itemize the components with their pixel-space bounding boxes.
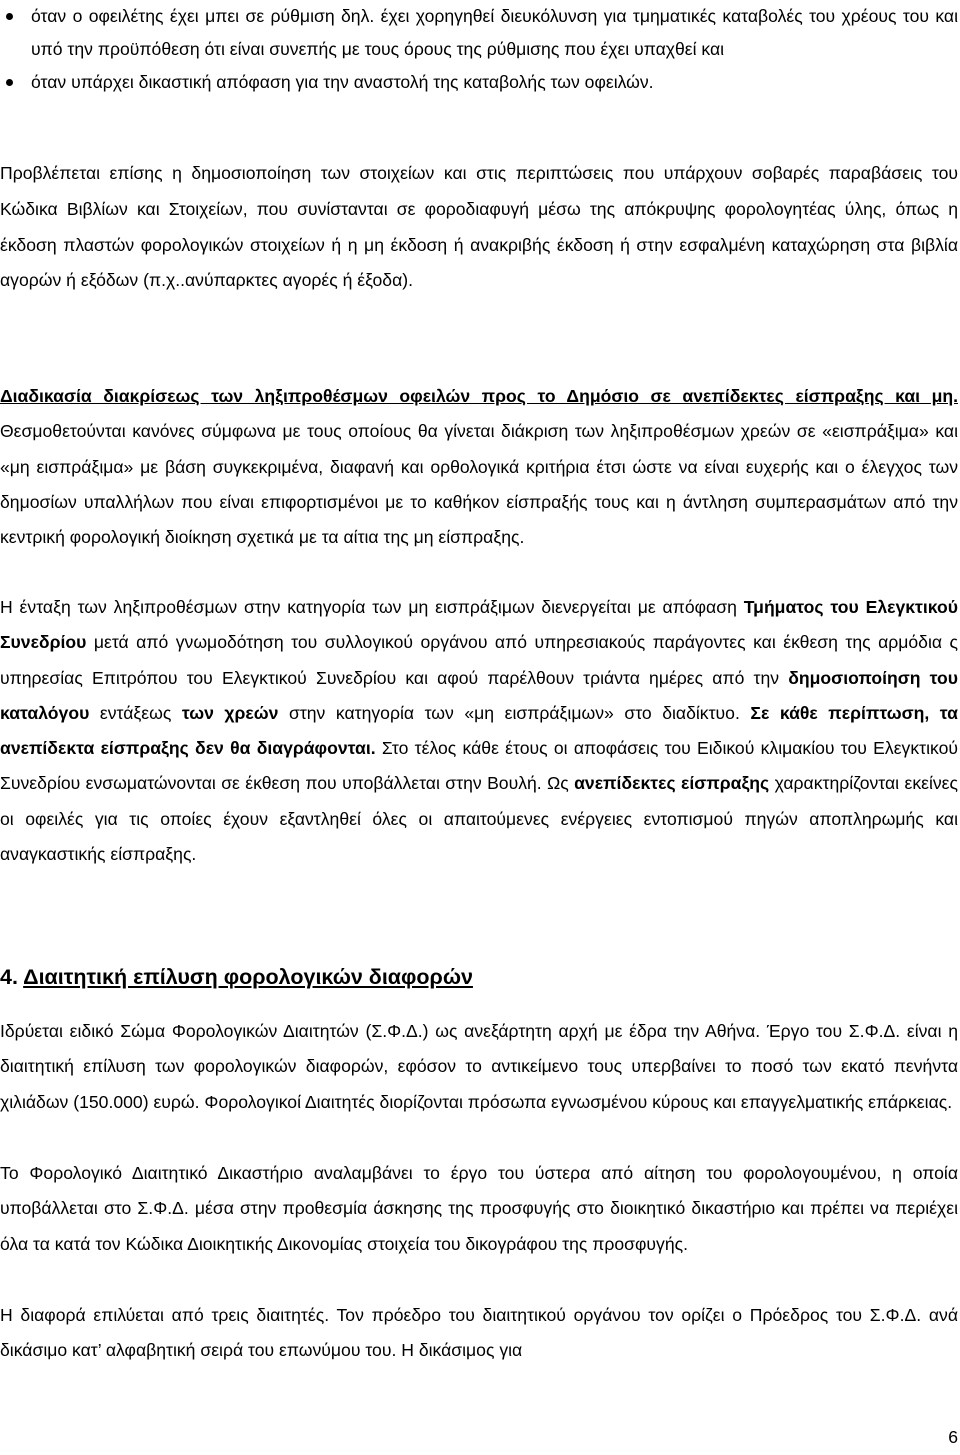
- text-run: στην κατηγορία των «μη εισπράξιμων» στο διαδίκτυο.: [278, 702, 751, 723]
- emphasis-not-deleted: Σε κάθε περίπτωση, τα ανεπίδεκτα είσπραξης δεν θα διαγράφονται.: [0, 702, 958, 759]
- paragraph-audit-court: [0, 590, 958, 872]
- bullet-text: όταν υπάρχει δικαστική απόφαση για την αναστολή της καταβολής των οφειλών.: [31, 72, 654, 92]
- bullet-icon: [6, 79, 13, 86]
- bullet-item: [0, 66, 958, 99]
- text-run: μετά από γνωμοδότηση του συλλογικού οργάνου από υπηρεσιακούς παράγοντες και έκθεση της αρμόδια ς υπηρεσίας Επιτρόπου του Ελεγκτικού Συνεδρίου και αφού παρέλθουν τριάντα ημέρες από την: [0, 632, 958, 688]
- paragraph-body: Θεσμοθετούνται κανόνες σύμφωνα με τους οποίους θα γίνεται διάκριση των ληξιπροθέσμων χρεών σε «εισπράξιμα» και «μη εισπράξιμα» με βάση συγκεκριμένα, διαφανή και ορθολογικά κριτήρια έτσι ώστε να είναι ευχερής και ο έλεγχος των δημοσίων υπαλλήλων που είναι επιφορτισμένοι με το καθήκον είσπραξής τους και η άντληση συμπερασμάτων από την κεντρική φορολογική διοίκηση σχετικά με τα αίτια της μη είσπραξης.: [0, 421, 958, 548]
- paragraph-publication: Προβλέπεται επίσης η δημοσιοποίηση των στοιχείων και στις περιπτώσεις που υπάρχουν σοβαρές παραβάσεις του Κώδικα Βιβλίων και Στοιχείων, που συνίστανται σε φοροδιαφυγή μέσω της απόκρυψης φορολογητέας ύλης, όπως η έκδοση πλαστών φορολογικών στοιχείων ή η μη έκδοση ή ανακριβής έκδοση ή στην εσφαλμένη καταχώρηση στα βιβλία αγορών ή εξόδων (π.χ..ανύπαρκτες αγορές ή έξοδα).: [0, 163, 958, 291]
- bullet-icon: [6, 13, 13, 20]
- emphasis-uncollectible: ανεπίδεκτες είσπραξης: [574, 773, 770, 794]
- emphasis-audit-court-section: Τμήματος του Ελεγκτικού Συνεδρίου: [0, 597, 958, 653]
- text-run: Στο τέλος κάθε έτους οι αποφάσεις του Ειδικού κλιμακίου του Ελεγκτικού Συνεδρίου ενσωματώνονται σε έκθεση που υποβάλλεται στην Βουλή. Ως: [0, 738, 958, 794]
- emphasis-list-publication: δημοσιοποίηση του καταλόγου: [0, 667, 958, 723]
- page-number: 6: [948, 1427, 958, 1447]
- paragraph-uncollectible-procedure: [0, 379, 958, 555]
- paragraph-heading: Διαδικασία διακρίσεως των ληξιπροθέσμων οφειλών προς το Δημόσιο σε ανεπίδεκτες είσπραξης και μη.: [0, 386, 958, 406]
- bullet-text: όταν ο οφειλέτης έχει μπει σε ρύθμιση δηλ. έχει χορηγηθεί διευκόλυνση για τμηματικές καταβολές του χρέους του και υπό την προϋπόθεση ότι είναι συνεπής με τους όρους της ρύθμισης που έχει υπαχθεί και: [31, 6, 958, 59]
- emphasis-debts: των χρεών: [181, 702, 279, 723]
- section-number: 4.: [0, 965, 24, 989]
- paragraph-three-arbitrators: Η διαφορά επιλύεται από τρεις διαιτητές. Τον πρόεδρο του διαιτητικού οργάνου τον ορίζει ο Πρόεδρος του Σ.Φ.Δ. ανά δικάσιμο κατ’ αλφαβητική σειρά του επωνύμου του. Η δικάσιμος για: [0, 1305, 958, 1361]
- paragraph-arbitrators-body: Ιδρύεται ειδικό Σώμα Φορολογικών Διαιτητών (Σ.Φ.Δ.) ως ανεξάρτητη αρχή με έδρα την Αθήνα. Έργο του Σ.Φ.Δ. είναι η διαιτητική επίλυση των φορολογικών διαφορών, εφόσον το αντικείμενο τους υπερβαίνει το ποσό των εκατό πενήντα χιλιάδων (150.000) ευρώ. Φορολογικοί Διαιτητές διορίζονται πρόσωπα εγνωσμένου κύρους και επαγγελματικής επάρκειας.: [0, 1021, 958, 1112]
- paragraph-arbitration-court: Το Φορολογικό Διαιτητικό Δικαστήριο αναλαμβάνει το έργο του ύστερα από αίτηση του φορολογουμένου, η οποία υποβάλλεται στο Σ.Φ.Δ. μέσα στην προθεσμία άσκησης της προσφυγής στο διοικητικό δικαστήριο και πρέπει να περιέχει όλα τα κατά τον Κώδικα Διοικητικής Δικονομίας στοιχεία του δικογράφου της προσφυγής.: [0, 1163, 958, 1254]
- section-heading: [0, 960, 473, 994]
- bullet-item: [0, 0, 958, 66]
- bullet-list: [0, 0, 958, 99]
- text-run: εντάξεως: [89, 702, 182, 723]
- text-run: χαρακτηρίζονται εκείνες οι οφειλές για τις οποίες έχουν εξαντληθεί όλες οι απαιτούμενες ενέργειες εντοπισμού πηγών αποπληρωμής και αναγκαστικής είσπραξης.: [0, 773, 958, 865]
- section-title: Διαιτητική επίλυση φορολογικών διαφορών: [23, 965, 473, 989]
- text-run: Η ένταξη των ληξιπροθέσμων στην κατηγορία των μη εισπράξιμων διενεργείται με απόφαση: [0, 597, 744, 617]
